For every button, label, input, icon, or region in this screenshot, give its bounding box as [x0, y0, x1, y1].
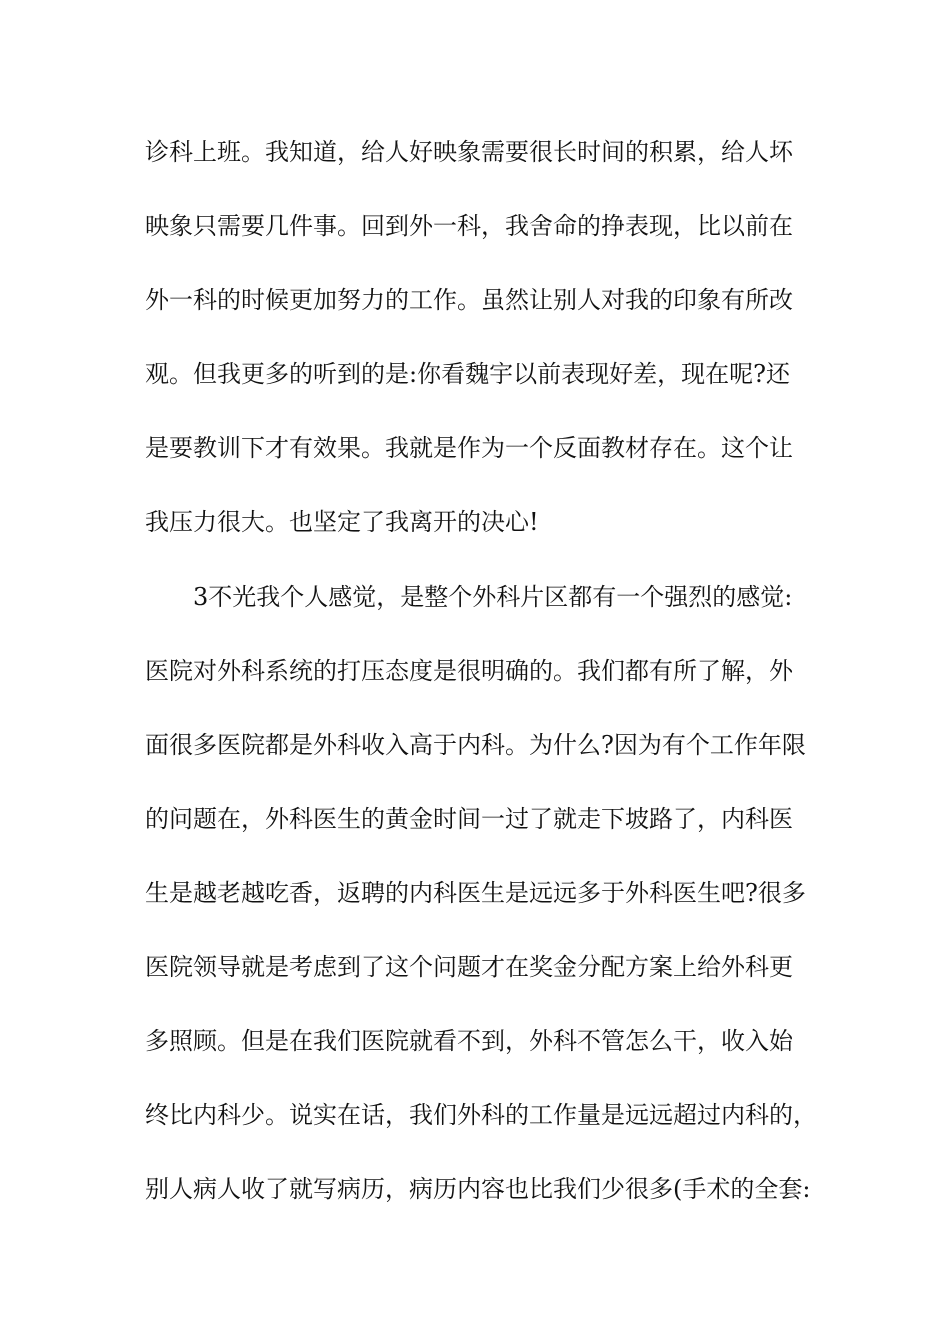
text-line: 医院对外科系统的打压态度是很明确的。我们都有所了解，外	[145, 656, 793, 685]
text-line: 多照顾。但是在我们医院就看不到，外科不管怎么干，收入始	[145, 1027, 793, 1056]
text-line: 别人病人收了就写病历，病历内容也比我们少很多(手术的全套:	[145, 1175, 811, 1204]
text-line: 是要教训下才有效果。我就是作为一个反面教材存在。这个让	[145, 434, 793, 463]
text-line: 观。但我更多的听到的是:你看魏宇以前表现好差，现在呢?还	[145, 360, 790, 389]
text-line: 的问题在，外科医生的黄金时间一过了就走下坡路了，内科医	[145, 804, 793, 833]
text-line: 医院领导就是考虑到了这个问题才在奖金分配方案上给外科更	[145, 953, 793, 982]
text-line: 我压力很大。也坚定了我离开的决心!	[145, 508, 539, 537]
paragraph-start-line: 3不光我个人感觉，是整个外科片区都有一个强烈的感觉:	[193, 582, 793, 611]
text-line: 诊科上班。我知道，给人好映象需要很长时间的积累，给人坏	[145, 138, 793, 166]
text-line: 映象只需要几件事。回到外一科，我舍命的挣表现，比以前在	[145, 212, 793, 241]
body-text	[145, 127, 835, 1238]
text-line: 生是越老越吃香，返聘的内科医生是远远多于外科医生吧?很多	[145, 878, 806, 907]
text-line: 面很多医院都是外科收入高于内科。为什么?因为有个工作年限	[145, 730, 806, 759]
text-line: 终比内科少。说实在话，我们外科的工作量是远远超过内科的，	[145, 1101, 817, 1130]
text-line: 外一科的时候更加努力的工作。虽然让别人对我的印象有所改	[145, 286, 793, 315]
